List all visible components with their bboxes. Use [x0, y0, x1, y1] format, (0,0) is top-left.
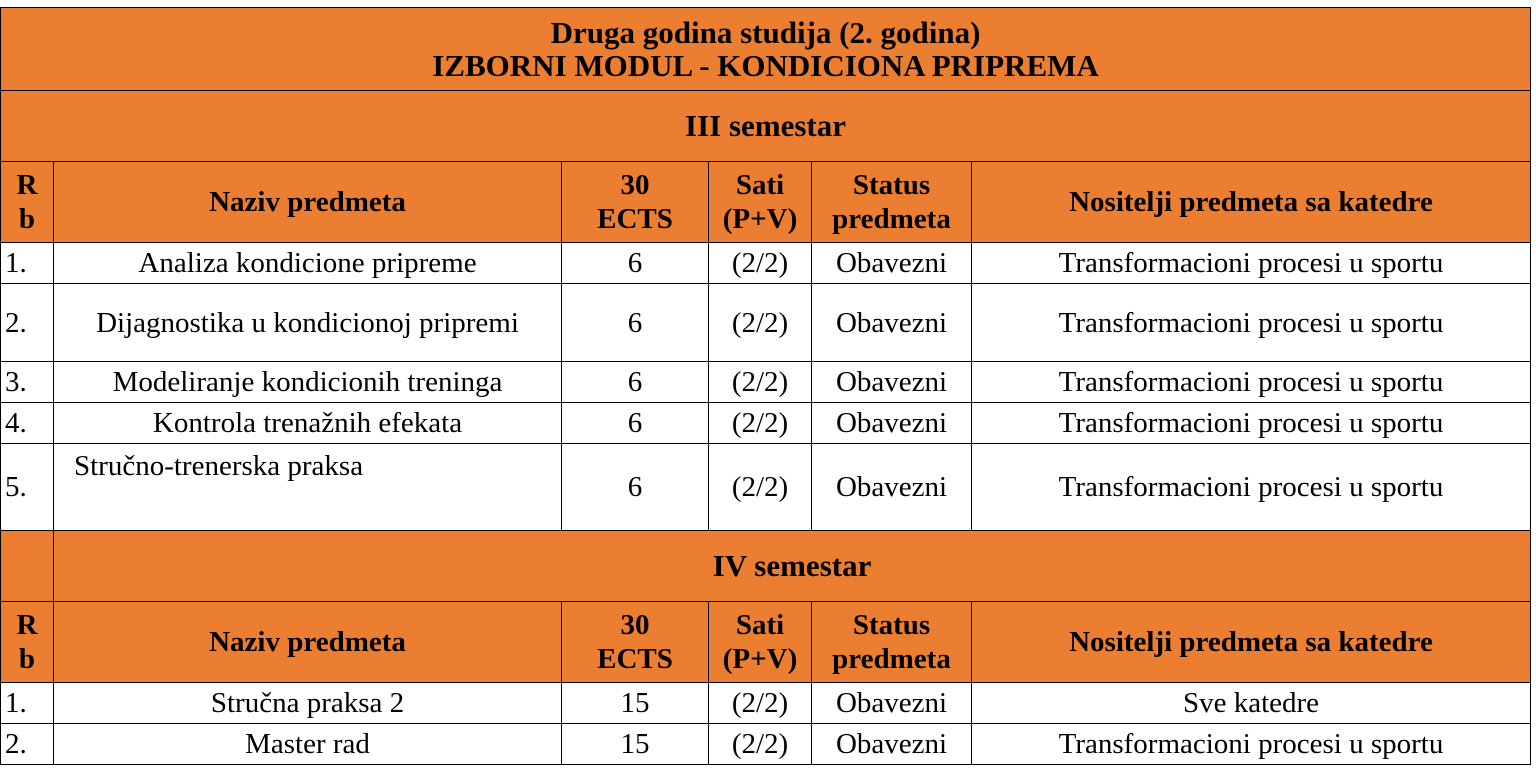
cell-name: Stručna praksa 2 — [54, 683, 562, 724]
cell-hours: (2/2) — [709, 243, 812, 284]
cell-holder: Sve katedre — [972, 683, 1531, 724]
cell-rb: 1. — [1, 683, 54, 724]
cell-holder: Transformacioni procesi u sportu — [972, 403, 1531, 444]
cell-status: Obavezni — [812, 683, 972, 724]
table-row — [1, 362, 1531, 403]
cell-rb: 4. — [1, 403, 54, 444]
cell-holder: Transformacioni procesi u sportu — [972, 444, 1531, 531]
title-line-1: Druga godina studija (2. godina) — [550, 15, 981, 50]
cell-name: Dijagnostika u kondicionoj pripremi — [54, 284, 562, 362]
header-holders: Nositelji predmeta sa katedre — [972, 602, 1531, 683]
table-row — [1, 724, 1531, 765]
cell-ects: 15 — [562, 724, 709, 765]
title-line-2: IZBORNI MODUL - KONDICIONA PRIPREMA — [432, 48, 1099, 83]
table-row — [1, 243, 1531, 284]
header-name: Naziv predmeta — [54, 602, 562, 683]
cell-rb: 2. — [1, 724, 54, 765]
title-row — [1, 8, 1531, 91]
cell-status: Obavezni — [812, 403, 972, 444]
cell-status: Obavezni — [812, 284, 972, 362]
semester-label: III semestar — [1, 91, 1531, 162]
header-ects: 30 ECTS — [562, 602, 709, 683]
cell-hours: (2/2) — [709, 444, 812, 531]
cell-status: Obavezni — [812, 724, 972, 765]
semester-label: IV semestar — [54, 531, 1531, 602]
cell-name: Kontrola trenažnih efekata — [54, 403, 562, 444]
cell-holder: Transformacioni procesi u sportu — [972, 724, 1531, 765]
cell-hours: (2/2) — [709, 284, 812, 362]
header-row — [1, 602, 1531, 683]
cell-ects: 6 — [562, 243, 709, 284]
semester-row — [1, 91, 1531, 162]
cell-ects: 6 — [562, 362, 709, 403]
curriculum-table — [0, 7, 1531, 765]
header-rb: R b — [1, 602, 54, 683]
header-hours: Sati (P+V) — [709, 602, 812, 683]
header-rb: R b — [1, 162, 54, 243]
header-holders: Nositelji predmeta sa katedre — [972, 162, 1531, 243]
semester-rb-spacer — [1, 531, 54, 602]
cell-holder: Transformacioni procesi u sportu — [972, 243, 1531, 284]
cell-hours: (2/2) — [709, 724, 812, 765]
cell-hours: (2/2) — [709, 683, 812, 724]
cell-holder: Transformacioni procesi u sportu — [972, 362, 1531, 403]
header-status: Status predmeta — [812, 162, 972, 243]
table-row — [1, 444, 1531, 531]
header-hours: Sati (P+V) — [709, 162, 812, 243]
cell-rb: 3. — [1, 362, 54, 403]
cell-holder: Transformacioni procesi u sportu — [972, 284, 1531, 362]
table-title — [1, 8, 1531, 91]
header-name: Naziv predmeta — [54, 162, 562, 243]
cell-name: Master rad — [54, 724, 562, 765]
cell-status: Obavezni — [812, 243, 972, 284]
table-row — [1, 284, 1531, 362]
cell-hours: (2/2) — [709, 403, 812, 444]
cell-name: Modeliranje kondicionih treninga — [54, 362, 562, 403]
header-row — [1, 162, 1531, 243]
table-row — [1, 403, 1531, 444]
cell-ects: 6 — [562, 403, 709, 444]
cell-rb: 2. — [1, 284, 54, 362]
cell-status: Obavezni — [812, 362, 972, 403]
header-ects: 30 ECTS — [562, 162, 709, 243]
cell-name: Stručno-trenerska praksa — [54, 444, 562, 531]
table-row — [1, 683, 1531, 724]
cell-rb: 1. — [1, 243, 54, 284]
cell-ects: 6 — [562, 284, 709, 362]
cell-name: Analiza kondicione pripreme — [54, 243, 562, 284]
cell-hours: (2/2) — [709, 362, 812, 403]
semester-row — [1, 531, 1531, 602]
header-status: Status predmeta — [812, 602, 972, 683]
cell-status: Obavezni — [812, 444, 972, 531]
cell-rb: 5. — [1, 444, 54, 531]
cell-ects: 6 — [562, 444, 709, 531]
cell-ects: 15 — [562, 683, 709, 724]
